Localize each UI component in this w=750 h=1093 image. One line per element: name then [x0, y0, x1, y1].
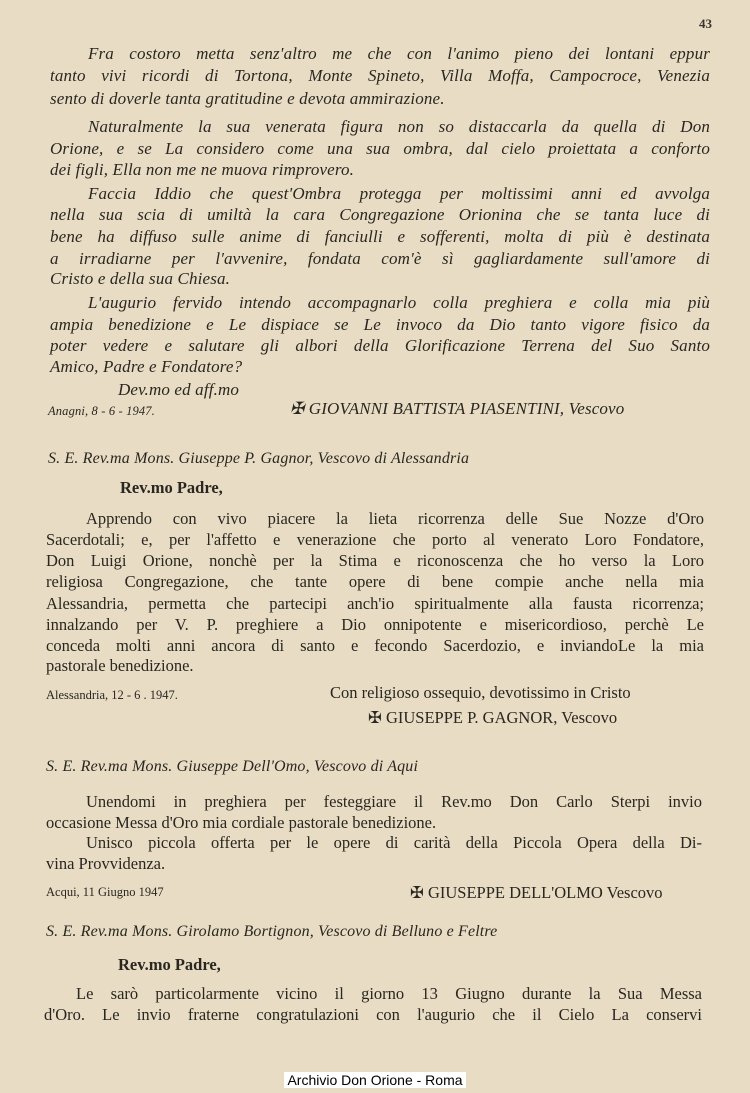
- text-line: innalzando per V. P. preghiere a Dio onnipotente e misericordioso, perchè Le: [46, 615, 704, 634]
- text-line: Fra costoro metta senz'altro me che con l'animo pieno dei lontani eppur: [88, 44, 710, 63]
- text-line: tanto vivi ricordi di Tortona, Monte Spineto, Villa Moffa, Campocroce, Venezia: [50, 66, 710, 85]
- text-line: bene ha diffuso sulle anime di fanciulli e sofferenti, molta di più è destinata: [50, 227, 710, 246]
- salutation: Rev.mo Padre,: [118, 955, 221, 974]
- text-line: nella sua scia di umiltà la cara Congregazione Orionina che se tanta luce di: [50, 205, 710, 224]
- text-line: Cristo e della sua Chiesa.: [50, 269, 231, 288]
- text-line: Le sarò particolarmente vicino il giorno 13 Giugno durante la Sua Messa: [76, 984, 702, 1003]
- text-line: L'augurio fervido intendo accompagnarlo colla preghiera e colla mia più: [88, 293, 710, 312]
- text-line: Unendomi in preghiera per festeggiare il Rev.mo Don Carlo Sterpi invio: [86, 792, 702, 811]
- text-line: Alessandria, permetta che partecipi anch'io spiritualmente alla fausta ricorrenza;: [46, 594, 704, 613]
- text-line: religiosa Congregazione, che tante opere di bene compie anche nella mia: [46, 572, 704, 591]
- text-line: Orione, e se La considero come una sua ombra, dal cielo proiettata a conforto: [50, 139, 710, 158]
- text-line: ampia benedizione e Le dispiace se Le invoco da Dio tanto vigore fisico da: [50, 315, 710, 334]
- letter-heading: S. E. Rev.ma Mons. Giuseppe P. Gagnor, Vescovo di Alessandria: [48, 450, 470, 467]
- text-line: occasione Messa d'Oro mia cordiale pastorale benedizione.: [46, 813, 437, 832]
- page-number: 43: [699, 16, 712, 31]
- text-line: Apprendo con vivo piacere la lieta ricorrenza delle Sue Nozze d'Oro: [86, 509, 704, 528]
- letter-closing: Dev.mo ed aff.mo: [118, 380, 240, 399]
- text-line: poter vedere e salutare gli albori della Glorificazione Terrena del Suo Santo: [50, 336, 710, 355]
- archive-footer: [0, 1072, 750, 1088]
- text-line: a irradiarne per l'avvenire, fondata com'è sì gagliardamente sull'amore di: [50, 249, 710, 268]
- text-line: Naturalmente la sua venerata figura non so distaccarla da quella di Don: [88, 117, 710, 136]
- text-line: Amico, Padre e Fondatore?: [50, 357, 243, 376]
- place-date: Alessandria, 12 - 6 . 1947.: [46, 688, 178, 702]
- text-line: vina Provvidenza.: [46, 854, 166, 873]
- text-line: Unisco piccola offerta per le opere di carità della Piccola Opera della Di-: [86, 833, 702, 852]
- text-line: sento di doverle tanta gratitudine e devota ammirazione.: [50, 89, 445, 108]
- text-line: Sacerdotali; e, per l'affetto e venerazione che porto al venerato Loro Fondatore,: [46, 530, 704, 549]
- signature: ✠ GIUSEPPE P. GAGNOR, Vescovo: [368, 708, 618, 727]
- salutation: Rev.mo Padre,: [120, 478, 223, 497]
- text-line: d'Oro. Le invio fraterne congratulazioni con l'augurio che il Cielo La conservi: [44, 1005, 702, 1024]
- letter-closing: Con religioso ossequio, devotissimo in Cristo: [330, 683, 631, 702]
- footer-label: Archivio Don Orione - Roma: [284, 1072, 465, 1088]
- place-date: Anagni, 8 - 6 - 1947.: [48, 404, 155, 418]
- text-line: conceda molti anni ancora di santo e fecondo Sacerdozio, e inviandoLe la mia: [46, 636, 704, 655]
- signature: ✠ GIOVANNI BATTISTA PIASENTINI, Vescovo: [290, 399, 625, 418]
- text-line: Don Luigi Orione, nonchè per la Stima e riconoscenza che ho verso la Loro: [46, 551, 704, 570]
- place-date: Acqui, 11 Giugno 1947: [46, 885, 164, 899]
- letter-heading: S. E. Rev.ma Mons. Giuseppe Dell'Omo, Vescovo di Aqui: [46, 758, 419, 775]
- letter-heading: S. E. Rev.ma Mons. Girolamo Bortignon, Vescovo di Belluno e Feltre: [46, 923, 498, 940]
- text-line: pastorale benedizione.: [46, 656, 194, 675]
- signature: ✠ GIUSEPPE DELL'OLMO Vescovo: [410, 883, 663, 902]
- text-line: dei figli, Ella non me ne muova rimprovero.: [50, 160, 355, 179]
- text-line: Faccia Iddio che quest'Ombra protegga per moltissimi anni ed avvolga: [88, 184, 710, 203]
